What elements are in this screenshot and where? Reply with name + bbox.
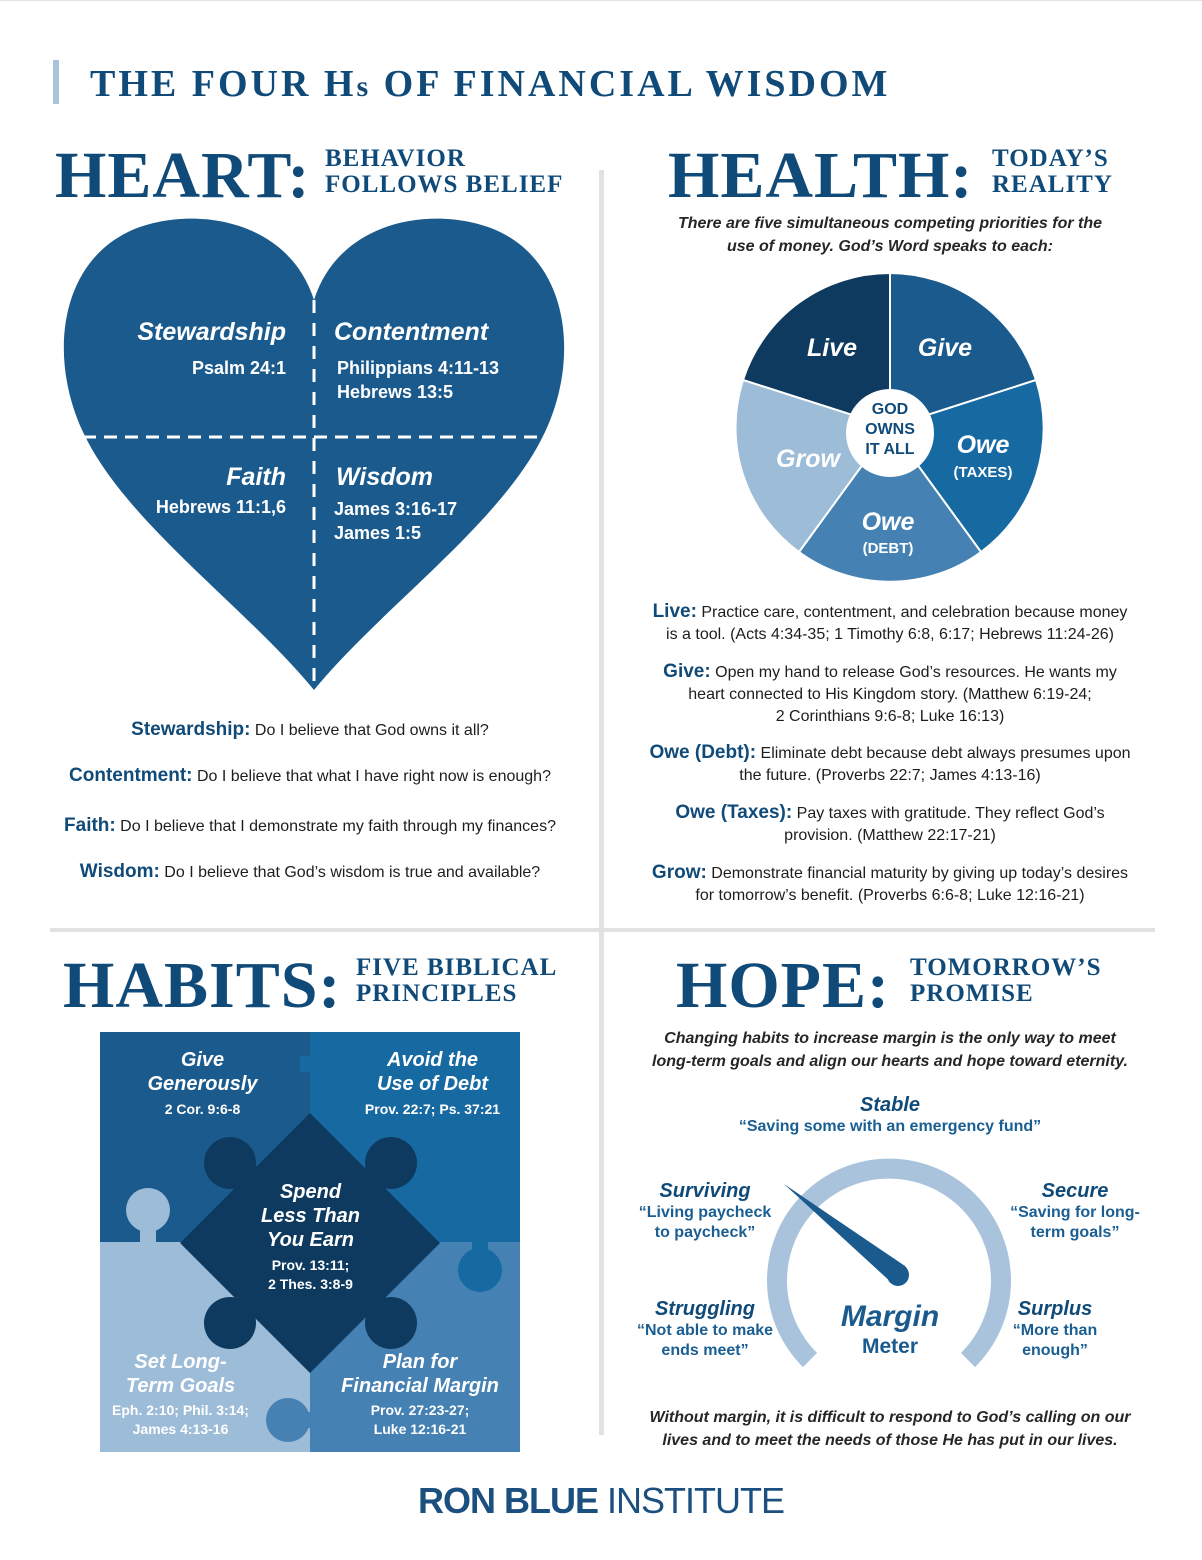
definition-live: Live: Practice care, contentment, and celebration because money is a tool. (Acts 4:34-35; 1 Timothy 6:8, 6:17; Hebrews 11:24-26): [652, 601, 1128, 643]
health-subtitle: TODAY’S REALITY: [992, 145, 1113, 198]
heart-ref-wisdom: James 3:16-17 James 1:5: [334, 499, 458, 543]
pie-label-live: Live: [806, 334, 858, 362]
pie-label-grow: Grow: [776, 445, 840, 473]
habit-avoid-debt: Avoid the Use of Debt Prov. 22:7; Ps. 37:21: [364, 1049, 501, 1117]
meter-level-secure: Secure “Saving for long- term goals”: [1010, 1180, 1140, 1241]
pie-center-text: GOD OWNS IT ALL: [865, 401, 915, 458]
meter-level-struggling: Struggling “Not able to make ends meet”: [636, 1298, 774, 1359]
meter-level-surviving: Surviving “Living paycheck to paycheck”: [638, 1180, 772, 1241]
page-title: THE FOUR Hs OF FINANCIAL WISDOM: [90, 63, 891, 105]
heart-ref-faith: Hebrews 11:1,6: [155, 497, 286, 517]
pie-sub-debt: (DEBT): [862, 540, 914, 557]
pie-label-owe-taxes: Owe: [956, 431, 1010, 459]
heart-label-stewardship: Stewardship: [137, 318, 286, 346]
question-wisdom: Wisdom: Do I believe that God’s wisdom is true and available?: [79, 861, 541, 882]
pie-sub-taxes: (TAXES): [953, 464, 1013, 481]
horizontal-divider: [50, 928, 1155, 932]
pie-label-owe-debt: Owe: [861, 508, 915, 536]
title-accent-bar: [53, 60, 59, 104]
heart-graphic: [60, 210, 570, 695]
question-faith: Faith: Do I believe that I demonstrate my faith through my finances?: [64, 815, 556, 836]
pie-label-give: Give: [917, 334, 973, 362]
heart-ref-stewardship: Psalm 24:1: [191, 358, 286, 378]
hope-subtitle: TOMORROW’S PROMISE: [910, 954, 1102, 1007]
habits-title: HABITS:: [63, 949, 342, 1022]
habits-subtitle: FIVE BIBLICAL PRINCIPLES: [356, 954, 558, 1007]
question-contentment: Contentment: Do I believe that what I have right now is enough?: [69, 765, 551, 786]
definition-grow: Grow: Demonstrate financial maturity by giving up today’s desires for tomorrow’s benefit. (Proverbs 6:6-8; Luke 12:16-21): [651, 862, 1129, 904]
heart-shape: [64, 219, 564, 690]
vertical-divider: [599, 170, 604, 1435]
health-title: HEALTH:: [668, 139, 974, 212]
definition-give: Give: Open my hand to release God’s resources. He wants my heart connected to His Kingdom story. (Matthew 6:19-24; 2 Corinthians 9:6-8; Luke 16:13): [663, 661, 1117, 725]
habit-set-goals: Set Long- Term Goals Eph. 2:10; Phil. 3:14; James 4:13-16: [112, 1351, 249, 1437]
heart-label-contentment: Contentment: [334, 318, 489, 346]
question-stewardship: Stewardship: Do I believe that God owns it all?: [131, 719, 489, 740]
definition-owe-debt: Owe (Debt): Eliminate debt because debt always presumes upon the future. (Proverbs 22:7; James 4:13-16): [649, 742, 1131, 784]
meter-level-stable: Stable “Saving some with an emergency fund”: [738, 1094, 1042, 1135]
heart-ref-contentment: Philippians 4:11-13 Hebrews 13:5: [337, 358, 500, 402]
habit-plan-margin: Plan for Financial Margin Prov. 27:23-27; Luke 12:16-21: [341, 1351, 499, 1437]
heart-label-wisdom: Wisdom: [336, 463, 433, 491]
margin-meter-label: Margin Meter: [840, 1300, 940, 1358]
habit-spend-less: Spend Less Than You Earn Prov. 13:11; 2 Thes. 3:8-9: [261, 1181, 360, 1292]
top-rule: [0, 0, 1202, 1]
heart-label-faith: Faith: [226, 463, 286, 491]
hope-closing: Without margin, it is difficult to respond to God’s calling on our lives and to meet the needs of those He has put in our lives.: [649, 1409, 1131, 1449]
heart-title: HEART:: [55, 139, 311, 212]
heart-subtitle: BEHAVIOR FOLLOWS BELIEF: [325, 145, 564, 198]
footer-logo: RON BLUE INSTITUTE: [418, 1480, 784, 1521]
hope-title: HOPE:: [676, 949, 890, 1022]
hope-intro: Changing habits to increase margin is the only way to meet long-term goals and align our hearts and hope toward eternity.: [652, 1030, 1128, 1070]
meter-level-surplus: Surplus “More than enough”: [1012, 1298, 1098, 1359]
definition-owe-taxes: Owe (Taxes): Pay taxes with gratitude. They reflect God’s provision. (Matthew 22:17-21): [675, 802, 1105, 844]
health-intro: There are five simultaneous competing priorities for the use of money. God’s Word speaks to each:: [677, 215, 1103, 255]
habit-give-generously: Give Generously 2 Cor. 9:6-8: [147, 1049, 258, 1117]
